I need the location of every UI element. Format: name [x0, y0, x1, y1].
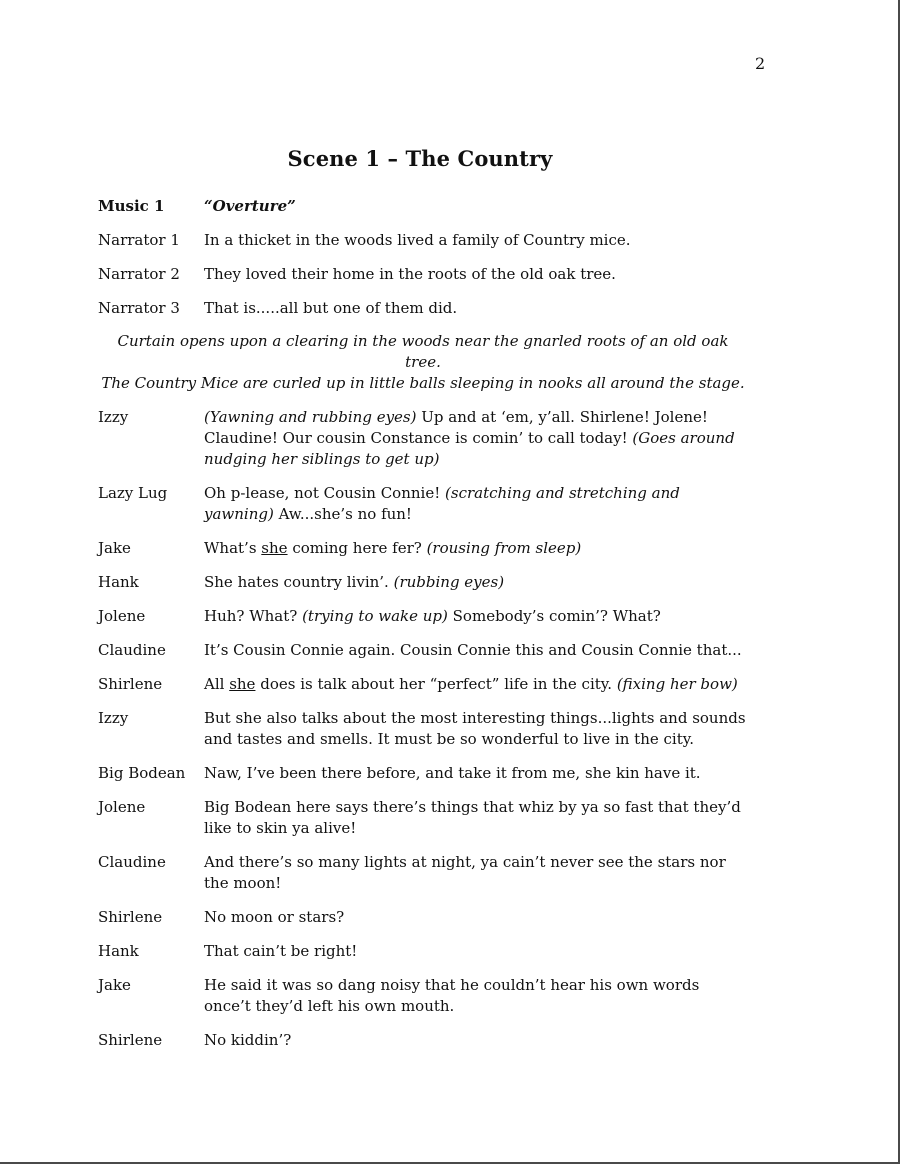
speaker-name: Lazy Lug — [98, 484, 168, 502]
dialogue-line — [98, 975, 748, 1017]
music-label: Music 1 — [98, 197, 165, 215]
speaker-name: Jake — [98, 539, 131, 557]
line-text — [204, 572, 748, 593]
speaker-name: Hank — [98, 942, 139, 960]
line-text: In a thicket in the woods lived a family of Country mice. — [204, 231, 631, 249]
speaker-name: Jolene — [98, 607, 146, 625]
stage-aside: (fixing her bow) — [616, 675, 738, 693]
stage-direction-line: The Country Mice are curled up in little balls sleeping in nooks all around the stage. — [101, 374, 745, 392]
narration-line — [98, 264, 748, 285]
dialogue-line — [98, 907, 748, 928]
speaker-name: Claudine — [98, 641, 166, 659]
speaker-name: Narrator 1 — [98, 231, 180, 249]
line-fragment: All — [204, 675, 230, 693]
line-text: That is.....all but one of them did. — [204, 299, 458, 317]
narration-line — [98, 298, 748, 319]
dialogue-line — [98, 572, 748, 593]
line-fragment: coming here fer? — [287, 539, 427, 557]
speaker-name: Izzy — [98, 408, 129, 426]
dialogue-line — [98, 763, 748, 784]
stage-aside: (Goes around nudging her siblings to get up) — [204, 429, 735, 468]
scene-title: Scene 1 – The Country — [287, 146, 553, 171]
line-text: That cain’t be right! — [204, 942, 358, 960]
speaker-name: Narrator 3 — [98, 299, 180, 317]
speaker-name: Hank — [98, 573, 139, 591]
line-fragment: She hates country livin’. — [204, 573, 394, 591]
line-text — [204, 606, 748, 627]
music-cue — [98, 196, 748, 217]
line-text: Big Bodean here says there’s things that whiz by ya so fast that they’d like to skin ya alive! — [204, 798, 741, 837]
emphasis: she — [261, 539, 288, 557]
dialogue-line — [98, 797, 748, 839]
line-fragment: does is talk about her “perfect” life in the city. — [255, 675, 617, 693]
line-text: They loved their home in the roots of the old oak tree. — [204, 265, 616, 283]
dialogue-line — [98, 941, 748, 962]
line-fragment: Aw...she’s no fun! — [273, 505, 412, 523]
line-fragment: What’s — [204, 539, 262, 557]
line-fragment: Huh? What? — [204, 607, 303, 625]
dialogue-line — [98, 407, 748, 470]
speaker-name: Izzy — [98, 709, 129, 727]
line-text: Naw, I’ve been there before, and take it from me, she kin have it. — [204, 764, 701, 782]
line-text: No kiddin’? — [204, 1031, 292, 1049]
dialogue-line — [98, 640, 748, 661]
dialogue-line — [98, 483, 748, 525]
speaker-name: Jolene — [98, 798, 146, 816]
stage-aside: (trying to wake up) — [302, 607, 448, 625]
dialogue-line — [98, 708, 748, 750]
speaker-name: Narrator 2 — [98, 265, 180, 283]
stage-aside: (rousing from sleep) — [426, 539, 582, 557]
dialogue-line — [98, 852, 748, 894]
speaker-name: Claudine — [98, 853, 166, 871]
music-title: “Overture” — [204, 197, 296, 215]
stage-aside: (Yawning and rubbing eyes) — [204, 408, 417, 426]
stage-direction-line: Curtain opens upon a clearing in the woods near the gnarled roots of an old oak tree. — [117, 332, 729, 371]
dialogue-line — [98, 606, 748, 627]
line-fragment: Up and at ‘em, y’all. Shirlene! Jolene! Claudine! Our cousin Constance is comin’ to call today! — [204, 408, 708, 447]
line-text — [204, 407, 748, 470]
dialogue-line — [98, 538, 748, 559]
line-fragment: Somebody’s comin’? What? — [447, 607, 661, 625]
speaker-name: Shirlene — [98, 1031, 163, 1049]
line-text — [204, 538, 748, 559]
dialogue-line — [98, 1030, 748, 1051]
line-text: No moon or stars? — [204, 908, 345, 926]
line-fragment: Oh p-lease, not Cousin Connie! — [204, 484, 446, 502]
narration-line — [98, 230, 748, 251]
stage-direction — [98, 331, 748, 394]
line-text: It’s Cousin Connie again. Cousin Connie this and Cousin Connie that... — [204, 641, 742, 659]
line-text — [204, 674, 748, 695]
emphasis: she — [229, 675, 256, 693]
speaker-name: Big Bodean — [98, 764, 186, 782]
line-text — [204, 483, 748, 525]
stage-aside: (rubbing eyes) — [393, 573, 505, 591]
line-text: But she also talks about the most interesting things...lights and sounds and tastes and smells. It must be so wonderful to live in the city. — [204, 709, 746, 748]
dialogue-line — [98, 674, 748, 695]
script-body — [98, 196, 748, 1064]
line-text: He said it was so dang noisy that he couldn’t hear his own words once’t they’d left his own mouth. — [204, 976, 700, 1015]
speaker-name: Jake — [98, 976, 131, 994]
page-number: 2 — [755, 54, 766, 73]
speaker-name: Shirlene — [98, 675, 163, 693]
speaker-name: Shirlene — [98, 908, 163, 926]
line-text: And there’s so many lights at night, ya cain’t never see the stars nor the moon! — [204, 853, 726, 892]
stage-aside: (scratching and stretching and yawning) — [204, 484, 680, 523]
